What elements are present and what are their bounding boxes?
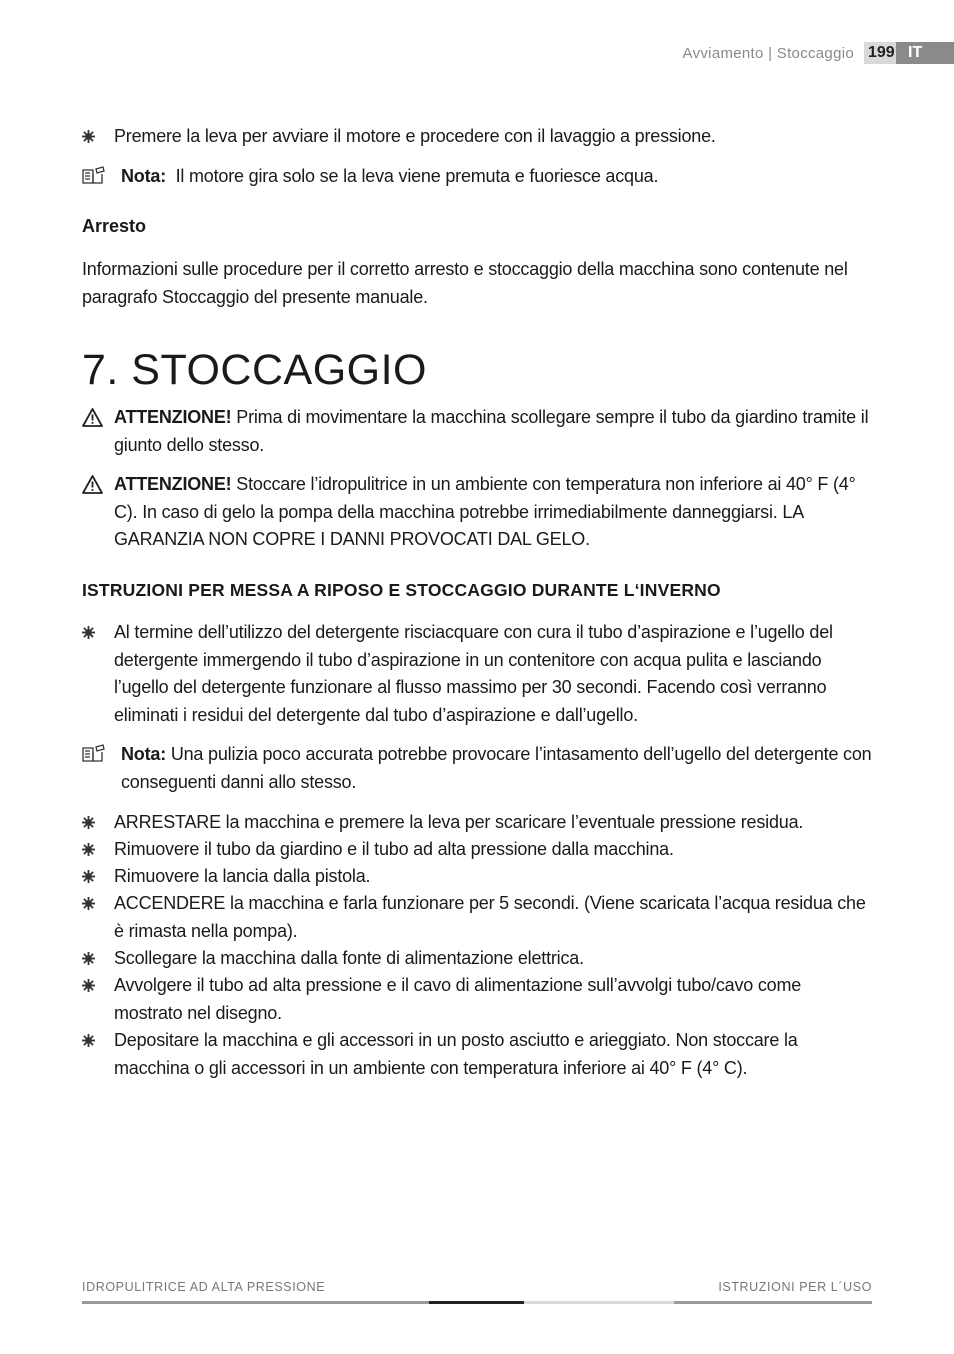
- list-item-text: Scollegare la macchina dalla fonte di alimentazione elettrica.: [114, 948, 584, 968]
- bullet-icon: [82, 952, 95, 965]
- warning-block: [82, 404, 872, 459]
- bullet-icon: [82, 816, 95, 829]
- footer-left: IDROPULITRICE AD ALTA PRESSIONE: [82, 1280, 326, 1294]
- list-item-text: Rimuovere la lancia dalla pistola.: [114, 866, 371, 886]
- bullet-icon: [82, 626, 95, 639]
- section-heading-winter: ISTRUZIONI PER MESSA A RIPOSO E STOCCAGGIO DURANTE L‘INVERNO: [82, 580, 721, 600]
- list-item: [82, 836, 872, 864]
- page-header: [683, 42, 954, 64]
- warning-icon: [82, 408, 103, 427]
- footer-right: ISTRUZIONI PER L´USO: [718, 1280, 872, 1294]
- footer-divider: [82, 1301, 872, 1304]
- note-text: Il motore gira solo se la leva viene premuta e fuoriesce acqua.: [175, 166, 659, 186]
- list-item-text: Al termine dell’utilizzo del detergente risciacquare con cura il tubo d’aspirazione e l’ugello del detergente immergendo il tubo d’aspirazione in un contenitore con acqua pulita e lasciando l’ugello del detergente funzionare al flusso massimo per 30 secondi. Facendo così verranno eliminati i residui del detergente dal tubo d’aspirazione e dall’ugello.: [114, 622, 833, 725]
- warning-icon: [82, 475, 103, 494]
- bullet-icon: [82, 870, 95, 883]
- paragraph-arresto: Informazioni sulle procedure per il corretto arresto e stoccaggio della macchina sono contenute nel paragrafo Stoccaggio del presente manuale.: [82, 259, 848, 307]
- list-item: [82, 972, 872, 1027]
- note-block: [82, 163, 872, 191]
- list-item: [82, 863, 872, 891]
- warning-text: Stoccare l’idropulitrice in un ambiente con temperatura non inferiore ai 40° F (4° C). In caso di gelo la pompa della macchina potrebbe irrimediabilmente danneggiarsi. LA GARANZIA NON COPRE I DANNI PROVOCATI DAL GELO.: [114, 474, 856, 549]
- book-icon: [82, 166, 106, 186]
- language-tab: IT: [896, 42, 954, 64]
- book-icon: [82, 744, 106, 764]
- bullet-icon: [82, 130, 95, 143]
- list-item-text: Premere la leva per avviare il motore e procedere con il lavaggio a pressione.: [114, 126, 716, 146]
- note-block: [82, 741, 872, 796]
- bullet-icon: [82, 979, 95, 992]
- list-item: [82, 809, 872, 837]
- warning-label: ATTENZIONE!: [114, 407, 232, 427]
- chapter-title: 7. STOCCAGGIO: [82, 346, 427, 394]
- list-item-text: Avvolgere il tubo ad alta pressione e il cavo di alimentazione sull’avvolgi tubo/cavo come mostrato nel disegno.: [114, 975, 802, 1023]
- page-number: 199: [864, 42, 896, 64]
- list-item: [82, 945, 872, 973]
- warning-label: ATTENZIONE!: [114, 474, 232, 494]
- note-label: Nota:: [121, 744, 166, 764]
- bullet-icon: [82, 897, 95, 910]
- list-item: [82, 123, 872, 151]
- bullet-icon: [82, 843, 95, 856]
- list-item: [82, 619, 872, 729]
- list-item-text: ACCENDERE la macchina e farla funzionare per 5 secondi. (Viene scaricata l’acqua residua che è rimasta nella pompa).: [114, 893, 866, 941]
- list-item: [82, 890, 872, 945]
- note-text: Una pulizia poco accurata potrebbe provocare l’intasamento dell’ugello del detergente con conseguenti danni allo stesso.: [121, 744, 872, 792]
- section-heading-arresto: Arresto: [82, 216, 147, 236]
- warning-block: [82, 471, 872, 554]
- list-item-text: ARRESTARE la macchina e premere la leva per scaricare l’eventuale pressione residua.: [114, 812, 804, 832]
- bullet-icon: [82, 1034, 95, 1047]
- note-label: Nota:: [121, 166, 166, 186]
- header-section: Avviamento | Stoccaggio: [682, 44, 854, 62]
- warning-text: Prima di movimentare la macchina scollegare sempre il tubo da giardino tramite il giunto dello stesso.: [114, 407, 869, 455]
- list-item-text: Depositare la macchina e gli accessori in un posto asciutto e arieggiato. Non stoccare la macchina o gli accessori in un ambiente con temperatura inferiore ai 40° F (4° C).: [114, 1030, 798, 1078]
- list-item-text: Rimuovere il tubo da giardino e il tubo ad alta pressione dalla macchina.: [114, 839, 674, 859]
- list-item: [82, 1027, 872, 1082]
